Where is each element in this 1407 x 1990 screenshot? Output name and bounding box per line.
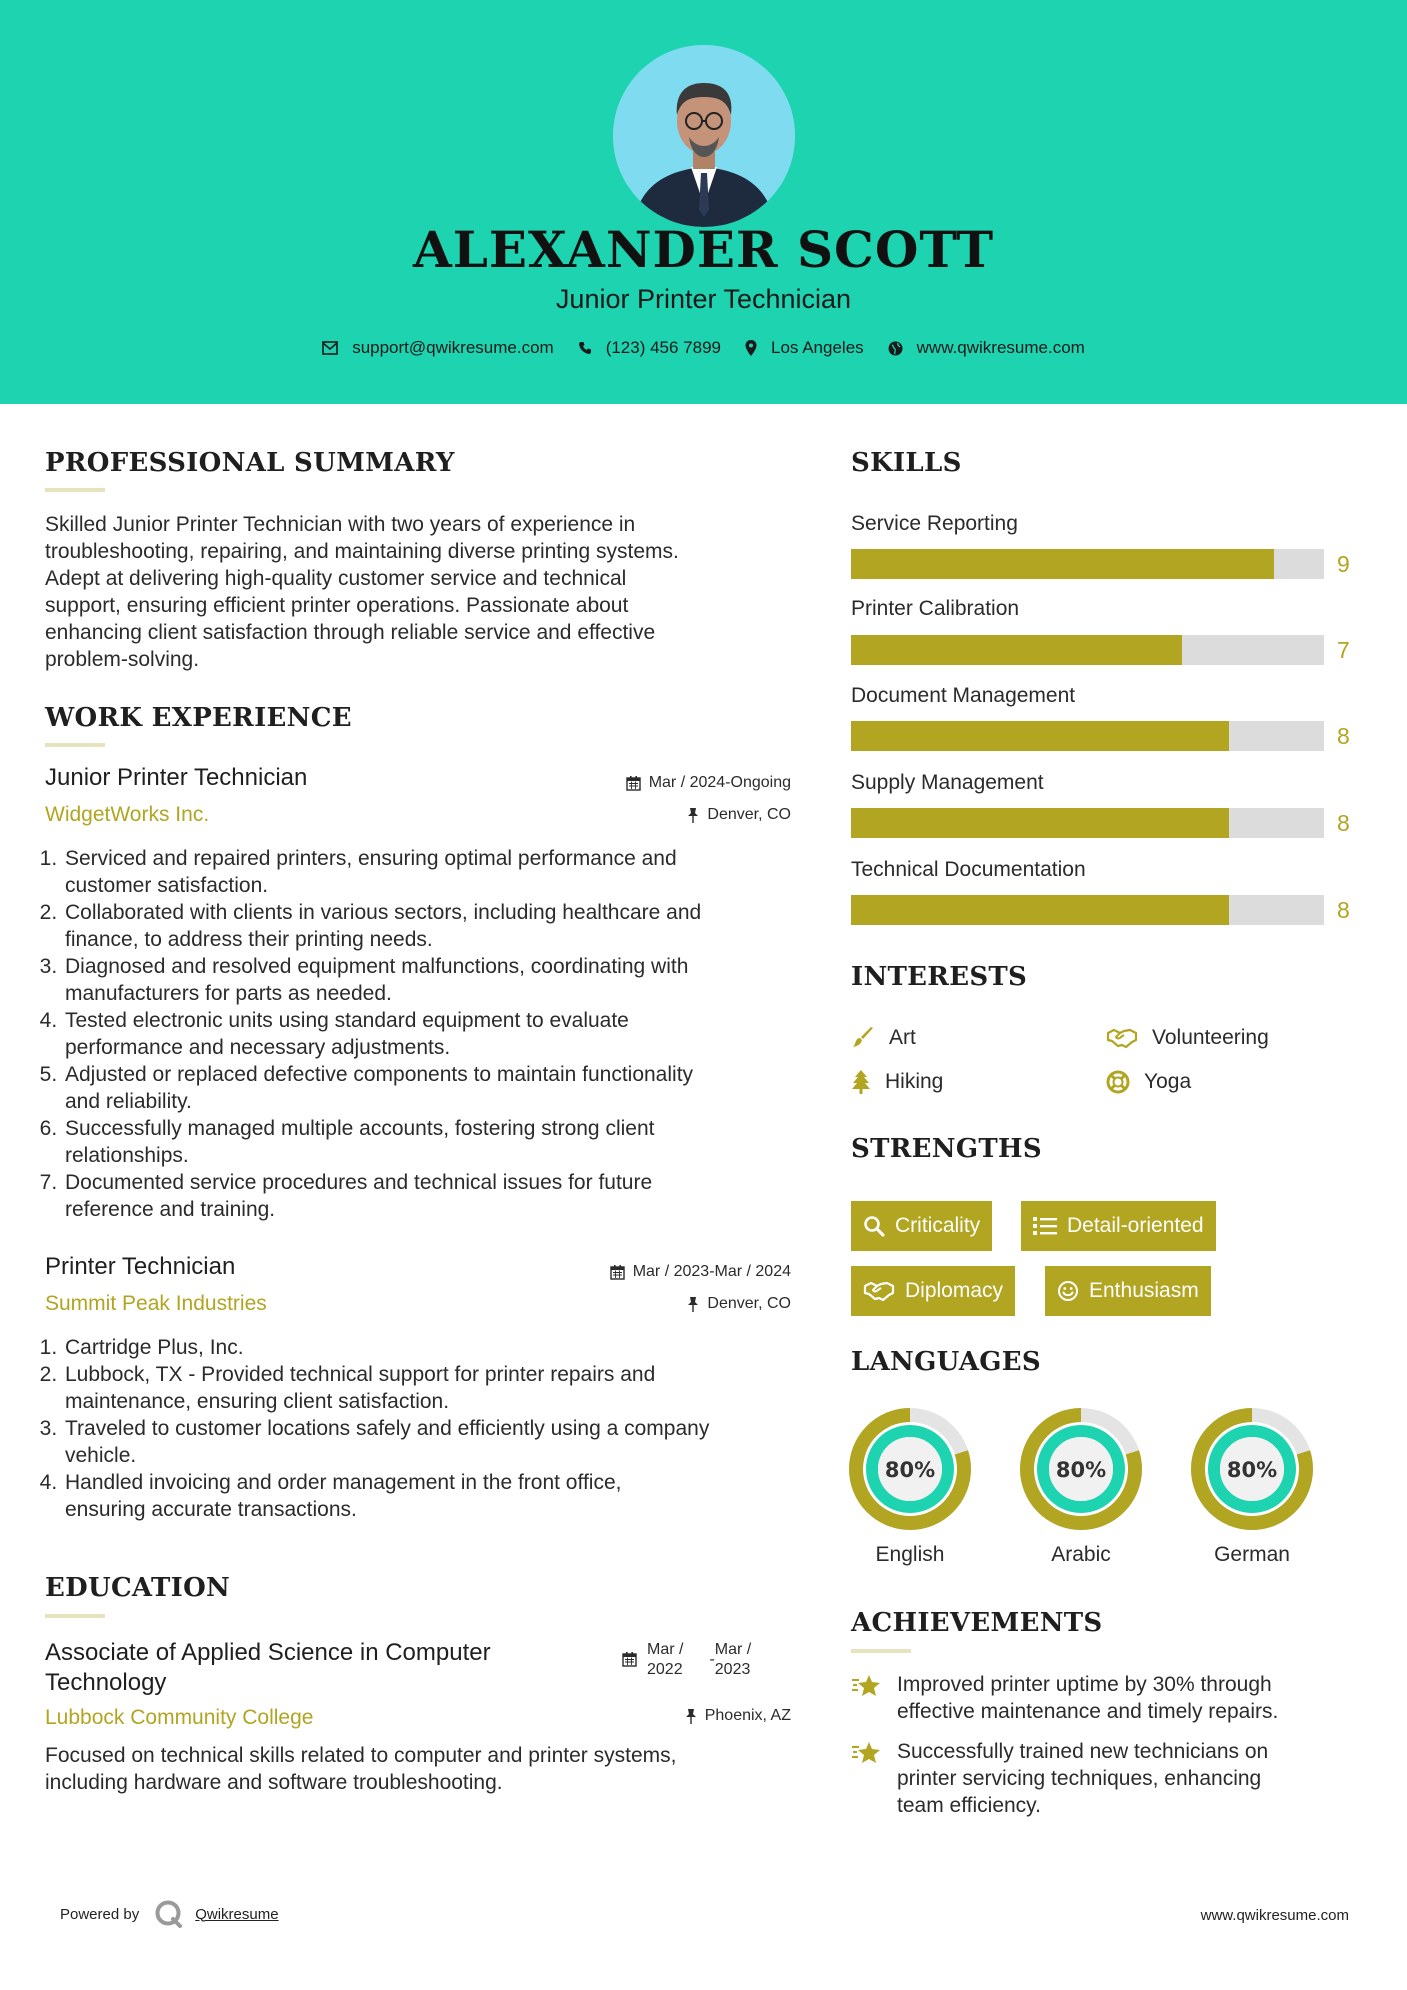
summary-line: enhancing client satisfaction through reliable service and effective bbox=[45, 621, 656, 644]
strength-diplomacy bbox=[851, 1266, 1015, 1316]
list-item bbox=[63, 953, 815, 1007]
duty-line: Tested electronic units using standard equipment to evaluate bbox=[65, 1009, 629, 1032]
handshake-icon bbox=[1106, 1027, 1138, 1049]
brand-link[interactable]: Qwikresume bbox=[195, 1905, 279, 1923]
calendar-icon bbox=[622, 1651, 637, 1667]
duty-line: Serviced and repaired printers, ensuring optimal performance and bbox=[65, 847, 677, 870]
duty-line: manufacturers for parts as needed. bbox=[65, 982, 392, 1005]
summary-heading: PROFESSIONAL SUMMARY bbox=[45, 448, 455, 478]
education-start bbox=[647, 1640, 683, 1680]
interest-volunteering bbox=[1106, 1026, 1269, 1050]
school-name: Lubbock Community College bbox=[45, 1706, 314, 1729]
summary-divider bbox=[45, 488, 105, 492]
interest-label: Yoga bbox=[1144, 1070, 1192, 1093]
duty-line: relationships. bbox=[65, 1144, 189, 1167]
duty-line: Adjusted or replaced defective components to maintain functionality bbox=[65, 1063, 694, 1086]
list-item bbox=[63, 1169, 815, 1223]
skill-value: 8 bbox=[1337, 897, 1350, 923]
list-item bbox=[63, 1415, 815, 1469]
interest-yoga bbox=[1106, 1070, 1191, 1094]
job-duties-list bbox=[45, 1334, 815, 1523]
job-location bbox=[491, 806, 791, 824]
smile-icon bbox=[1057, 1280, 1079, 1302]
location-text: Los Angeles bbox=[771, 338, 864, 357]
skill-name: Printer Calibration bbox=[851, 597, 1020, 620]
job-dates bbox=[491, 774, 791, 792]
duty-line: vehicle. bbox=[65, 1444, 137, 1467]
list-item bbox=[63, 1061, 815, 1115]
contact-bar bbox=[0, 338, 1407, 358]
achievement-text bbox=[897, 1738, 1268, 1819]
skill-bar-fill bbox=[851, 721, 1229, 751]
strength-label: Diplomacy bbox=[905, 1279, 1004, 1302]
skill-name: Document Management bbox=[851, 684, 1076, 707]
job-dates-text: Mar / 2024-Ongoing bbox=[648, 774, 791, 791]
education-location-text: Phoenix, AZ bbox=[704, 1707, 791, 1724]
achievement-line: printer servicing techniques, enhancing bbox=[897, 1767, 1262, 1790]
achievement-line: Improved printer uptime by 30% through bbox=[897, 1673, 1272, 1696]
skill-bar-fill bbox=[851, 808, 1229, 838]
profile-photo bbox=[613, 45, 795, 227]
contact-email[interactable] bbox=[322, 338, 554, 358]
strength-detail-oriented bbox=[1021, 1201, 1216, 1251]
language-ring bbox=[1190, 1407, 1314, 1531]
list-icon bbox=[1033, 1216, 1057, 1236]
job-duties-list bbox=[45, 845, 815, 1223]
contact-location bbox=[745, 338, 864, 358]
website-text: www.qwikresume.com bbox=[916, 338, 1085, 357]
experience-divider bbox=[45, 743, 105, 747]
list-item bbox=[63, 1469, 815, 1523]
duty-line: maintenance, ensuring client satisfaction. bbox=[65, 1390, 450, 1413]
interest-label: Art bbox=[889, 1026, 916, 1049]
job-title: Junior Printer Technician bbox=[45, 764, 308, 791]
degree-line: Technology bbox=[45, 1669, 167, 1696]
education-divider bbox=[45, 1614, 105, 1618]
duty-line: Handled invoicing and order management in the front office, bbox=[65, 1471, 622, 1494]
achievement-item bbox=[851, 1671, 1351, 1725]
interest-label: Hiking bbox=[885, 1070, 944, 1093]
achievement-item bbox=[851, 1738, 1351, 1819]
duty-line: Documented service procedures and technical issues for future bbox=[65, 1171, 653, 1194]
job-location-text: Denver, CO bbox=[707, 1295, 791, 1312]
list-item bbox=[63, 1361, 815, 1415]
skill-bar-fill bbox=[851, 635, 1182, 665]
strength-label: Enthusiasm bbox=[1089, 1279, 1199, 1302]
language-arabic bbox=[1019, 1407, 1143, 1567]
skill-value: 8 bbox=[1337, 810, 1350, 836]
achievement-line: Successfully trained new technicians on bbox=[897, 1740, 1269, 1763]
language-name: English bbox=[875, 1543, 945, 1566]
job-dates bbox=[491, 1263, 791, 1281]
degree-line: Associate of Applied Science in Computer bbox=[45, 1639, 491, 1666]
skill-name: Technical Documentation bbox=[851, 858, 1086, 881]
contact-phone[interactable] bbox=[578, 338, 721, 358]
language-percent: 80% bbox=[1055, 1458, 1107, 1482]
language-ring bbox=[848, 1407, 972, 1531]
duty-line: finance, to address their printing needs. bbox=[65, 928, 433, 951]
envelope-icon bbox=[322, 341, 338, 355]
star-badge-icon bbox=[851, 1740, 883, 1766]
footer-powered-by bbox=[60, 1898, 279, 1930]
language-percent: 80% bbox=[884, 1458, 936, 1482]
star-badge-icon bbox=[851, 1673, 883, 1699]
achievements-heading: ACHIEVEMENTS bbox=[851, 1608, 1103, 1638]
language-name: German bbox=[1214, 1543, 1290, 1566]
language-name: Arabic bbox=[1051, 1543, 1111, 1566]
summary-line: problem-solving. bbox=[45, 648, 200, 671]
duty-line: Lubbock, TX - Provided technical support for printer repairs and bbox=[65, 1363, 656, 1386]
start-month: Mar / bbox=[647, 1641, 684, 1658]
education-location bbox=[491, 1707, 791, 1725]
interest-art bbox=[851, 1026, 916, 1050]
globe-icon bbox=[888, 341, 903, 356]
skill-value: 7 bbox=[1337, 637, 1350, 663]
pushpin-icon bbox=[687, 1296, 699, 1312]
list-item bbox=[63, 1007, 815, 1061]
handshake-icon bbox=[863, 1280, 895, 1302]
duty-line: customer satisfaction. bbox=[65, 874, 269, 897]
summary-line: Adept at delivering high-quality customer service and technical bbox=[45, 567, 627, 590]
pushpin-icon bbox=[685, 1708, 697, 1724]
interests-heading: INTERESTS bbox=[851, 962, 1028, 992]
skill-bar bbox=[851, 549, 1324, 579]
achievement-line: effective maintenance and timely repairs. bbox=[897, 1700, 1279, 1723]
list-item bbox=[63, 1334, 815, 1361]
candidate-name: ALEXANDER SCOTT bbox=[412, 220, 995, 279]
calendar-icon bbox=[610, 1264, 625, 1280]
duty-line: Diagnosed and resolved equipment malfunctions, coordinating with bbox=[65, 955, 689, 978]
interest-hiking bbox=[851, 1070, 943, 1094]
search-icon bbox=[863, 1215, 885, 1237]
summary-line: support, ensuring efficient printer operations. Passionate about bbox=[45, 594, 629, 617]
language-ring bbox=[1019, 1407, 1143, 1531]
duty-line: Traveled to customer locations safely and efficiently using a company bbox=[65, 1417, 710, 1440]
summary-text bbox=[45, 511, 805, 673]
language-percent: 80% bbox=[1226, 1458, 1278, 1482]
language-english bbox=[848, 1407, 972, 1567]
achievement-text bbox=[897, 1671, 1278, 1725]
skill-bar-fill bbox=[851, 895, 1229, 925]
strength-label: Criticality bbox=[895, 1214, 981, 1237]
job-title: Printer Technician bbox=[45, 1253, 236, 1280]
duty-line: performance and necessary adjustments. bbox=[65, 1036, 451, 1059]
language-german bbox=[1190, 1407, 1314, 1567]
experience-heading: WORK EXPERIENCE bbox=[45, 703, 352, 733]
summary-line: troubleshooting, repairing, and maintaining diverse printing systems. bbox=[45, 540, 679, 563]
email-text: support@qwikresume.com bbox=[352, 338, 554, 357]
strength-criticality bbox=[851, 1201, 992, 1251]
summary-line: Skilled Junior Printer Technician with two years of experience in bbox=[45, 513, 636, 536]
paintbrush-icon bbox=[851, 1027, 875, 1049]
duty-line: and reliability. bbox=[65, 1090, 192, 1113]
education-heading: EDUCATION bbox=[45, 1573, 231, 1603]
education-desc-line: Focused on technical skills related to computer and printer systems, bbox=[45, 1744, 677, 1767]
job-location-text: Denver, CO bbox=[707, 806, 791, 823]
skills-heading: SKILLS bbox=[851, 448, 962, 478]
map-pin-icon bbox=[745, 340, 757, 356]
company-name: WidgetWorks Inc. bbox=[45, 803, 210, 826]
person-portrait-icon bbox=[613, 45, 795, 227]
education-desc-line: including hardware and software troubleshooting. bbox=[45, 1771, 503, 1794]
start-year: 2022 bbox=[647, 1661, 683, 1678]
skill-value: 9 bbox=[1337, 551, 1350, 577]
header-banner bbox=[0, 0, 1407, 404]
job-dates-text: Mar / 2023-Mar / 2024 bbox=[632, 1263, 791, 1280]
phone-icon bbox=[578, 341, 592, 355]
powered-by-text: Powered by bbox=[60, 1905, 140, 1923]
skill-bar bbox=[851, 895, 1324, 925]
interest-label: Volunteering bbox=[1152, 1026, 1269, 1049]
phone-text: (123) 456 7899 bbox=[605, 338, 722, 357]
lifering-icon bbox=[1106, 1070, 1130, 1094]
skill-bar bbox=[851, 808, 1324, 838]
skill-bar bbox=[851, 721, 1324, 751]
duty-line: ensuring accurate transactions. bbox=[65, 1498, 357, 1521]
duty-line: Collaborated with clients in various sectors, including healthcare and bbox=[65, 901, 702, 924]
languages-heading: LANGUAGES bbox=[851, 1347, 1041, 1377]
achievements-divider bbox=[851, 1649, 911, 1653]
list-item bbox=[63, 1115, 815, 1169]
duty-line: Successfully managed multiple accounts, fostering strong client bbox=[65, 1117, 655, 1140]
strength-enthusiasm bbox=[1045, 1266, 1211, 1316]
skill-value: 8 bbox=[1337, 723, 1350, 749]
education-end bbox=[715, 1640, 751, 1680]
duty-line: Cartridge Plus, Inc. bbox=[65, 1336, 244, 1359]
calendar-icon bbox=[626, 775, 641, 791]
duty-line: reference and training. bbox=[65, 1198, 276, 1221]
list-item bbox=[63, 845, 815, 899]
skill-bar-fill bbox=[851, 549, 1274, 579]
list-item bbox=[63, 899, 815, 953]
job-location bbox=[491, 1295, 791, 1313]
skill-bar bbox=[851, 635, 1324, 665]
contact-website[interactable] bbox=[888, 338, 1085, 358]
skill-name: Supply Management bbox=[851, 771, 1044, 794]
company-name: Summit Peak Industries bbox=[45, 1292, 267, 1315]
degree-title bbox=[45, 1638, 491, 1698]
education-dates bbox=[622, 1640, 751, 1680]
end-year: 2023 bbox=[714, 1661, 751, 1678]
end-month: Mar / bbox=[714, 1641, 752, 1658]
education-description bbox=[45, 1742, 815, 1796]
skill-name: Service Reporting bbox=[851, 512, 1018, 535]
achievement-line: team efficiency. bbox=[897, 1794, 1041, 1817]
candidate-title: Junior Printer Technician bbox=[555, 284, 852, 314]
footer-website[interactable]: www.qwikresume.com bbox=[1200, 1907, 1349, 1924]
strengths-heading: STRENGTHS bbox=[851, 1134, 1042, 1164]
tree-icon bbox=[851, 1070, 871, 1094]
date-separator: - bbox=[709, 1651, 715, 1668]
strength-label: Detail-oriented bbox=[1067, 1214, 1204, 1237]
pushpin-icon bbox=[687, 807, 699, 823]
qwikresume-logo-icon bbox=[153, 1898, 185, 1930]
